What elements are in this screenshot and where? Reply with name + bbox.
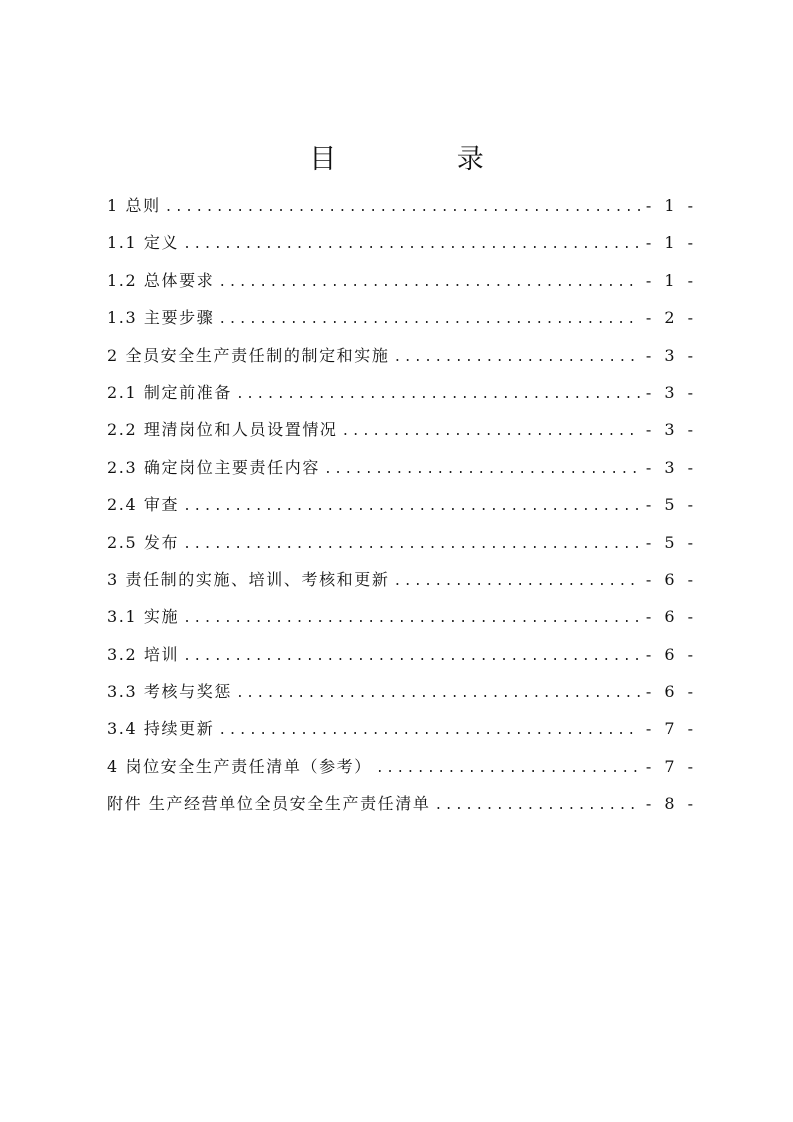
toc-entry-page: - 7 -	[645, 756, 697, 776]
toc-dot-leader	[183, 638, 640, 675]
toc-dot-leader	[393, 563, 639, 600]
toc-entry-page: - 7 -	[645, 719, 697, 739]
toc-entry[interactable]	[107, 411, 697, 448]
toc-entry-label: 1.3 主要步骤	[107, 308, 215, 328]
toc-entry-label: 4 岗位安全生产责任清单（参考）	[107, 756, 372, 776]
toc-dot-leader	[393, 339, 639, 376]
toc-entry[interactable]	[107, 598, 697, 635]
toc-entry-label: 3.2 培训	[107, 644, 180, 664]
toc-entry-label: 附件 生产经营单位全员安全生产责任清单	[107, 794, 431, 814]
toc-entry-page: - 6 -	[645, 644, 697, 664]
toc-dot-leader	[376, 750, 640, 787]
toc-entry-label: 3.1 实施	[107, 607, 180, 627]
toc-dot-leader	[236, 376, 640, 413]
toc-entry-label: 3.4 持续更新	[107, 719, 215, 739]
toc-dot-leader	[165, 189, 640, 226]
toc-entry-page: - 1 -	[645, 270, 697, 290]
toc-entry[interactable]	[107, 486, 697, 523]
toc-entry-label: 2.1 制定前准备	[107, 382, 232, 402]
toc-entry-page: - 5 -	[645, 532, 697, 552]
toc-entry-page: - 3 -	[645, 457, 697, 477]
toc-dot-leader	[218, 264, 639, 301]
toc-entry[interactable]	[107, 299, 697, 336]
toc-entry-label: 2.5 发布	[107, 532, 180, 552]
toc-entry-label: 3 责任制的实施、培训、考核和更新	[107, 569, 390, 589]
toc-entry-page: - 3 -	[645, 382, 697, 402]
toc-entry[interactable]	[107, 636, 697, 673]
toc-entry[interactable]	[107, 524, 697, 561]
toc-entry[interactable]	[107, 710, 697, 747]
toc-entry-page: - 5 -	[645, 495, 697, 515]
toc-entry-label: 2.4 审查	[107, 495, 180, 515]
toc-dot-leader	[183, 226, 640, 263]
toc-entry-label: 1 总则	[107, 196, 161, 215]
toc-dot-leader	[435, 787, 640, 824]
toc-entry[interactable]	[107, 449, 697, 486]
toc-dot-leader	[183, 488, 640, 525]
toc-entry[interactable]	[107, 224, 697, 261]
toc-entry-page: - 6 -	[645, 569, 697, 589]
toc-dot-leader	[342, 413, 640, 450]
toc-entry-page: - 1 -	[645, 233, 697, 253]
toc-entry[interactable]	[107, 374, 697, 411]
toc-entry-page: - 8 -	[645, 794, 697, 814]
toc-entry-page: - 6 -	[645, 607, 697, 627]
toc-entry[interactable]	[107, 785, 697, 822]
toc-dot-leader	[218, 301, 639, 338]
toc-entry[interactable]	[107, 187, 697, 224]
toc-entry-label: 3.3 考核与奖惩	[107, 682, 232, 702]
toc-entry-label: 2.3 确定岗位主要责任内容	[107, 457, 320, 477]
toc-entry[interactable]	[107, 262, 697, 299]
toc-entry-label: 1.1 定义	[107, 233, 180, 253]
toc-entry[interactable]	[107, 748, 697, 785]
toc-entry-page: - 6 -	[645, 682, 697, 702]
toc-entry-label: 2 全员安全生产责任制的制定和实施	[107, 345, 390, 365]
toc-entry[interactable]	[107, 673, 697, 710]
toc-entry-page: - 3 -	[645, 345, 697, 365]
toc-entry-page: - 3 -	[645, 420, 697, 440]
toc-entry-label: 2.2 理清岗位和人员设置情况	[107, 420, 338, 440]
toc-entry-label: 1.2 总体要求	[107, 270, 215, 290]
toc-title: 目 录	[309, 144, 540, 175]
toc-dot-leader	[324, 451, 640, 488]
toc-entry-page: - 1 -	[645, 196, 697, 215]
toc-dot-leader	[183, 526, 640, 563]
toc-dot-leader	[236, 675, 640, 712]
toc-list	[107, 187, 697, 823]
toc-entry[interactable]	[107, 561, 697, 598]
toc-dot-leader	[183, 600, 640, 637]
toc-dot-leader	[218, 712, 639, 749]
toc-entry[interactable]	[107, 337, 697, 374]
toc-entry-page: - 2 -	[645, 308, 697, 328]
